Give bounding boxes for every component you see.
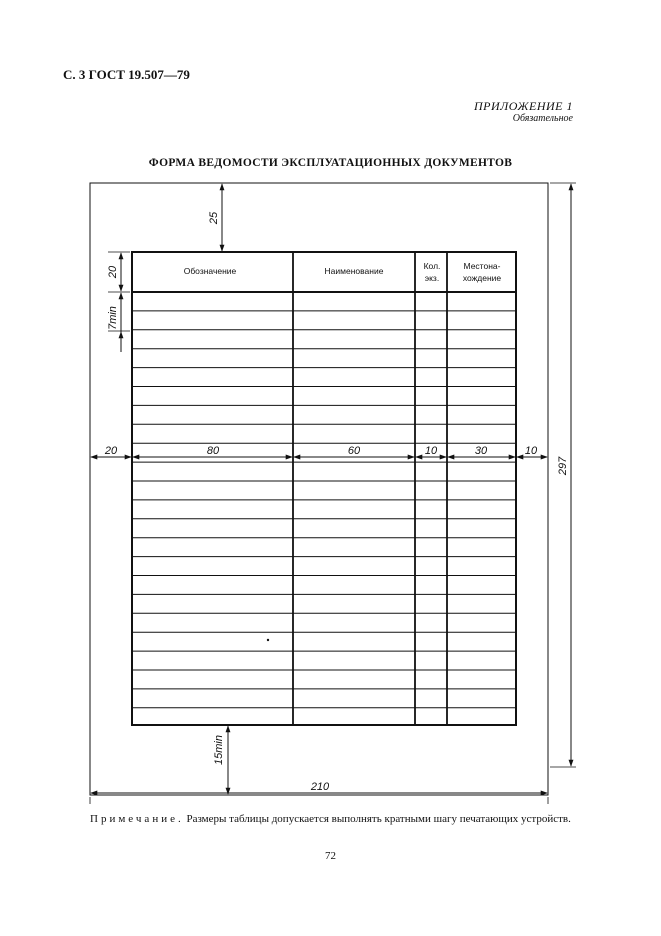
dim-page-height-label: 297 [557, 456, 569, 476]
dim-bottom-margin-label: 15min [213, 735, 225, 765]
table-grid [132, 252, 516, 725]
row-lines [132, 311, 516, 708]
appendix-status: Обязательное [512, 113, 573, 124]
appendix-title: ПРИЛОЖЕНИЕ 1 [474, 99, 573, 113]
note [90, 813, 571, 825]
column-header-location-line1: Местона- [463, 261, 501, 271]
page-reference: С. 3 ГОСТ 19.507—79 [63, 67, 190, 82]
dim-row-height-label: 7min [107, 306, 119, 330]
column-header-designation: Обозначение [183, 266, 237, 276]
column-header-qty-line2: экз. [424, 273, 440, 283]
dim-right-margin-label: 10 [524, 445, 538, 457]
column-header-name: Наименование [324, 266, 384, 276]
column-header-qty-line1: Кол. [423, 261, 441, 271]
scan-speck [267, 639, 269, 641]
note-lead: Примечание. [90, 813, 184, 825]
dim-col1-label: 80 [206, 445, 220, 457]
dim-header-height-label: 20 [107, 265, 119, 279]
dim-page-width-label: 210 [310, 781, 330, 793]
dim-col2-label: 60 [347, 445, 361, 457]
column-header-location-line2: хождение [462, 273, 502, 283]
dim-col3-label: 10 [424, 445, 438, 457]
dim-top-margin-label: 25 [208, 211, 220, 225]
form-title: ФОРМА ВЕДОМОСТИ ЭКСПЛУАТАЦИОННЫХ ДОКУМЕНТОВ [148, 157, 513, 169]
dim-left-margin-label: 20 [104, 445, 118, 457]
page-number: 72 [325, 850, 336, 862]
dim-col4-label: 30 [474, 445, 488, 457]
note-text: Размеры таблицы допускается выполнять кратными шагу печатающих устройств. [183, 813, 571, 825]
